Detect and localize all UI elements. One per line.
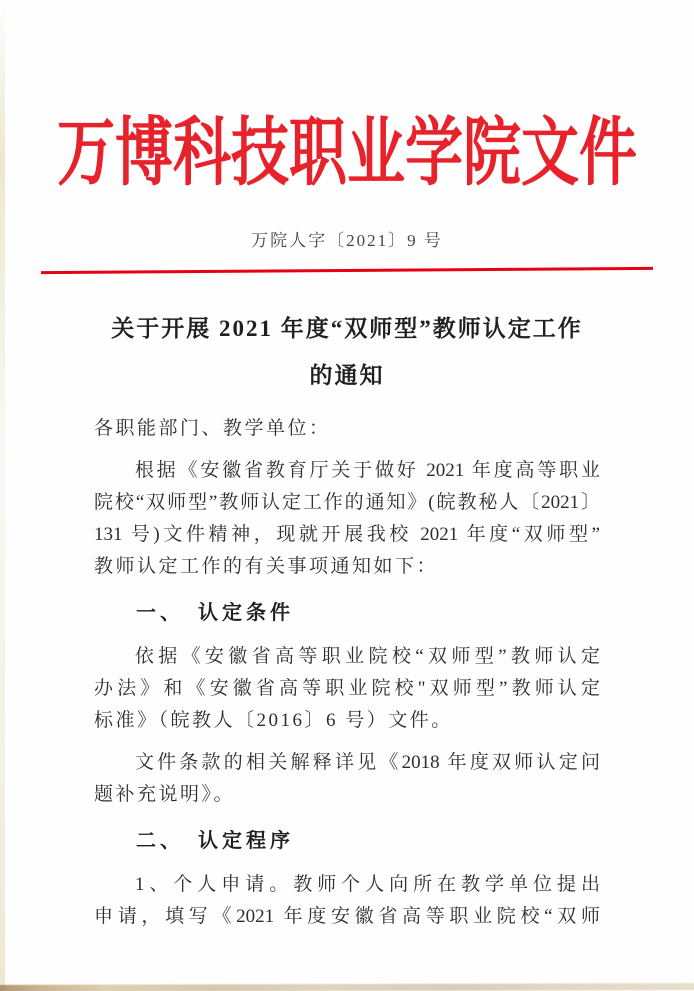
paragraph-2 [94, 641, 600, 737]
body-line: 标准》（皖教人〔2016〕6 号）文件。 [94, 710, 453, 731]
body-line: 院校“双师型”教师认定工作的通知》(皖教秘人〔2021〕 [94, 492, 600, 513]
doc-number: 万院人字〔2021〕9 号 [251, 231, 443, 250]
section-heading-2: 二、 认定程序 [136, 830, 294, 852]
body-line: 根据《安徽省教育厅关于做好 2021 年度高等职业 [134, 460, 600, 481]
body-line: 依据《安徽省高等职业院校“双师型”教师认定 [134, 646, 600, 667]
letterhead-org-title: 万博科技职业学院文件 [56, 111, 637, 195]
body-line: 131 号)文件精神，现就开展我校 2021 年度“双师型” [94, 524, 600, 545]
paragraph-1 [94, 455, 600, 583]
paragraph-4 [94, 869, 600, 933]
salutation: 各职能部门、教学单位： [94, 418, 331, 439]
body-line: 办法》和《安徽省高等职业院校"双师型”教师认定 [94, 678, 600, 699]
section-heading-1: 一、 认定条件 [136, 602, 294, 624]
body-line: 文件条款的相关解释详见《2018 年度双师认定问 [134, 752, 600, 773]
document-body [94, 413, 600, 933]
document-title [0, 305, 694, 399]
scan-bottom-edge-artifact [0, 983, 694, 991]
document-title-line1: 关于开展 2021 年度“双师型”教师认定工作 [111, 316, 583, 341]
body-line: 题补充说明》。 [94, 784, 236, 805]
red-divider-rule [41, 267, 653, 274]
document-title-line2: 的通知 [309, 363, 385, 388]
paragraph-3 [94, 747, 600, 811]
body-line: 申请，填写《2021 年度安徽省高等职业院校“双师 [94, 906, 600, 927]
body-line: 教师认定工作的有关事项通知如下： [94, 556, 439, 577]
body-line: 1、个人申请。教师个人向所在教学单位提出 [134, 874, 600, 895]
